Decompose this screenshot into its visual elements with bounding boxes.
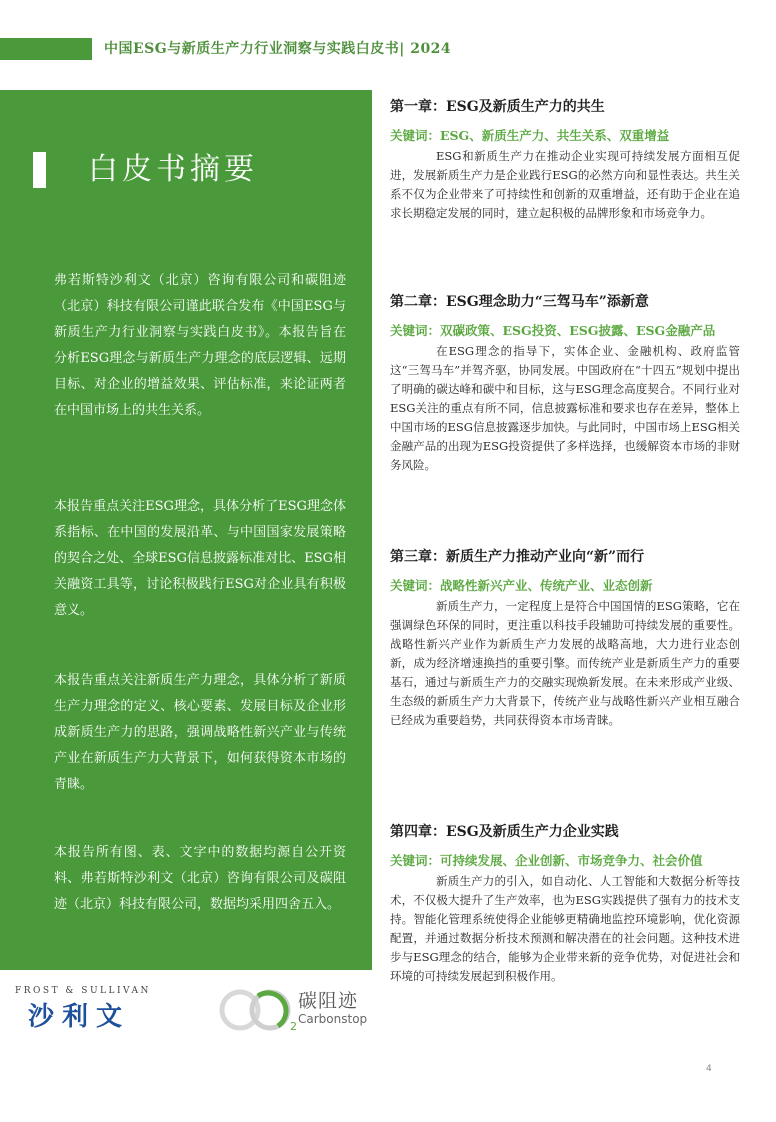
chapter-4-title: 第四章：ESG及新质生产力企业实践 xyxy=(390,824,619,840)
frost-sullivan-wordmark: FROST & SULLIVAN xyxy=(15,986,151,996)
carbonstop-logo-sub: 2 xyxy=(290,1020,297,1033)
chapter-2 xyxy=(390,291,740,475)
chapter-3-body: 新质生产力，一定程度上是符合中国国情的ESG策略，它在强调绿色环保的同时，更注重以科技手段辅助可持续发展的重要性。战略性新兴产业作为新质生产力发展的战略高地，大力进行业态创新，成为经济增速换挡的重要引擎。而传统产业是新质生产力的重要基石，通过与新质生产力的交融实现焕新发展。在未来形成产业级、生态级的新质生产力大背景下，传统产业与战略性新兴产业相互融合已经成为重要趋势，共同获得资本市场青睐。 xyxy=(390,599,740,727)
summary-paragraph-3: 本报告重点关注新质生产力理念，具体分析了新质生产力理念的定义、核心要素、发展目标及企业形成新质生产力的思路，强调战略性新兴产业与传统产业在新质生产力大背景下，如何获得资本市场的青睐。 xyxy=(54,673,346,792)
chapter-2-keywords: 关键词：双碳政策、ESG投资、ESG披露、ESG金融产品 xyxy=(390,323,716,338)
summary-title-marker xyxy=(33,152,46,188)
header-accent-bar xyxy=(0,38,92,60)
chapter-3-keywords: 关键词：战略性新兴产业、传统产业、业态创新 xyxy=(390,578,653,593)
chapter-1-keywords: 关键词：ESG、新质生产力、共生关系、双重增益 xyxy=(390,128,670,143)
chapter-1-body: ESG和新质生产力在推动企业实现可持续发展方面相互促进，发展新质生产力是企业践行ESG的必然方向和显性表达。共生关系不仅为企业带来了可持续性和创新的双重增益，还有助于企业在追求长期稳定发展的同时，建立起积极的品牌形象和市场竞争力。 xyxy=(390,149,740,220)
summary-paragraph-4: 本报告所有图、表、文字中的数据均源自公开资料、弗若斯特沙利文（北京）咨询有限公司及碳阻迹（北京）科技有限公司，数据均采用四舍五入。 xyxy=(54,845,346,912)
chapter-4-body: 新质生产力的引入，如自动化、人工智能和大数据分析等技术，不仅极大提升了生产效率，也为ESG实践提供了强有力的技术支持。智能化管理系统使得企业能够更精确地监控环境影响，优化资源配置，并通过数据分析技术预测和解决潜在的社会问题。这种技术进步与ESG理念的结合，能够为企业带来新的竞争优势，对促进社会和环境的可持续发展起到积极作用。 xyxy=(390,874,740,983)
chapter-3-title: 第三章：新质生产力推动产业向“新”而行 xyxy=(390,549,645,565)
page-number: 4 xyxy=(706,1064,712,1074)
chapter-2-title: 第二章：ESG理念助力“三驾马车”添新意 xyxy=(390,294,649,310)
summary-paragraph-2: 本报告重点关注ESG理念，具体分析了ESG理念体系指标、在中国的发展沿革、与中国国家发展策略的契合之处、全球ESG信息披露标准对比、ESG相关融资工具等，讨论积极践行ESG对企业具有积极意义。 xyxy=(54,499,346,618)
carbonstop-logo-icon xyxy=(218,986,304,1034)
frost-sullivan-logo: 沙利文 xyxy=(28,1002,131,1032)
chapter-2-body: 在ESG理念的指导下，实体企业、金融机构、政府监管这“三驾马车”并驾齐驱，协同发展。中国政府在“十四五”规划中提出了明确的碳达峰和碳中和目标，这与ESG理念高度契合。不同行业对ESG关注的重点有所不同，信息披露标准和要求也存在差异，整体上中国市场的ESG信息披露逐步加快。与此同时，中国市场上ESG相关金融产品的出现为ESG投资提供了多样选择，也缓解资本市场的非财务风险。 xyxy=(390,344,740,472)
partner-logos xyxy=(0,978,372,1048)
summary-title: 白皮书摘要 xyxy=(88,152,258,187)
document-header-title: 中国ESG与新质生产力行业洞察与实践白皮书| 2024 xyxy=(104,41,452,57)
carbonstop-name-cn: 碳阻迹 xyxy=(298,990,359,1012)
chapter-4-keywords: 关键词：可持续发展、企业创新、市场竞争力、社会价值 xyxy=(390,853,703,868)
chapter-1-title: 第一章：ESG及新质生产力的共生 xyxy=(390,99,605,115)
chapter-4 xyxy=(390,821,740,986)
chapter-3 xyxy=(390,546,740,730)
summary-paragraph-1: 弗若斯特沙利文（北京）咨询有限公司和碳阻迹（北京）科技有限公司谨此联合发布《中国ESG与新质生产力行业洞察与实践白皮书》。本报告旨在分析ESG理念与新质生产力理念的底层逻辑、远期目标、对企业的增益效果、评估标准，来论证两者在中国市场上的共生关系。 xyxy=(54,273,346,418)
carbonstop-name-en: Carbonstop xyxy=(298,1012,368,1026)
chapter-1 xyxy=(390,96,740,223)
